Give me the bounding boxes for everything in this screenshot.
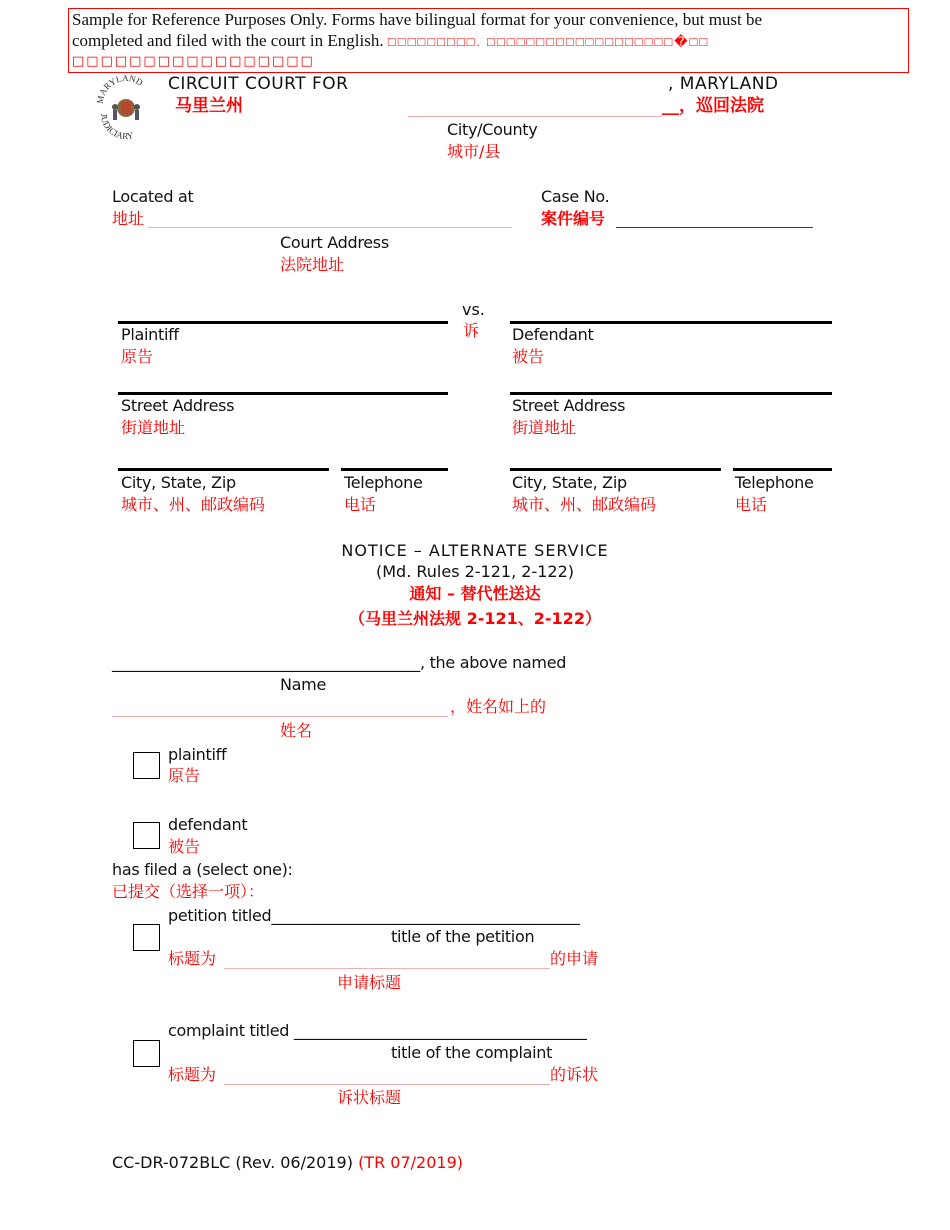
case-no-label: Case No.: [541, 187, 610, 206]
court-address-field[interactable]: [148, 227, 512, 228]
circuit-court-cn: __，巡回法院: [662, 96, 764, 116]
plaintiff-cn: 原告: [121, 347, 154, 366]
petition-cn-prefix: 标题为: [168, 949, 217, 968]
plaintiff-label: Plaintiff: [121, 325, 179, 344]
seal-top-text: MARYLAND: [95, 74, 145, 105]
maryland-label: , MARYLAND: [668, 74, 779, 94]
petition-title-label: title of the petition: [391, 927, 535, 946]
located-at-cn: 地址: [112, 209, 145, 228]
circuit-court-for-cn: 马里兰州: [175, 96, 243, 116]
defendant-city-cn: 城市、州、邮政编码: [512, 495, 657, 514]
name-line-cn: ，姓名如上的: [450, 697, 547, 716]
plaintiff-phone-label: Telephone: [344, 473, 423, 492]
complaint-checkbox[interactable]: [133, 1040, 160, 1067]
petition-title-cn-line: [224, 968, 550, 969]
case-no-field[interactable]: [616, 227, 813, 228]
city-county-field[interactable]: [408, 116, 662, 117]
plaintiff-city-field[interactable]: [118, 468, 329, 471]
vs-cn: 诉: [463, 321, 480, 340]
name-label: Name: [280, 675, 327, 694]
defendant-city-field[interactable]: [510, 468, 721, 471]
plaintiff-city-cn: 城市、州、邮政编码: [121, 495, 266, 514]
form-rules: (Md. Rules 2-121, 2-122): [375, 562, 575, 581]
petition-title-label-cn: 申请标题: [337, 973, 402, 992]
has-filed-label: has filed a (select one):: [112, 860, 293, 879]
defendant-street-cn: 街道地址: [512, 418, 577, 437]
complaint-title-cn-line: [224, 1084, 550, 1085]
defendant-street-field[interactable]: [510, 392, 832, 395]
maryland-judiciary-seal: [95, 74, 157, 142]
notice-garbled-1: □□□□□□□□□. □□□□□□□□□□□□□□□□□□□�□□: [387, 34, 710, 49]
plaintiff-option-cn: 原告: [168, 766, 201, 785]
defendant-phone-cn: 电话: [735, 495, 768, 514]
notice-garbled-2: □□□□□□□□□□□□□□□□□: [72, 54, 315, 69]
complaint-cn-suffix: 的诉状: [550, 1065, 599, 1084]
court-address-cn: 法院地址: [280, 255, 345, 274]
complaint-title-label-cn: 诉状标题: [337, 1088, 402, 1107]
defendant-phone-field[interactable]: [733, 468, 832, 471]
plaintiff-phone-cn: 电话: [344, 495, 377, 514]
case-no-cn: 案件编号: [541, 209, 606, 228]
petition-checkbox[interactable]: [133, 924, 160, 951]
defendant-phone-label: Telephone: [735, 473, 814, 492]
name-label-cn: 姓名: [280, 721, 313, 740]
defendant-option-label: defendant: [168, 815, 248, 834]
notice-line-1: Sample for Reference Purposes Only. Forms have bilingual format for your convenience, but must be: [72, 10, 763, 29]
city-county-label: City/County: [447, 120, 538, 139]
has-filed-cn: 已提交（选择一项）：: [112, 882, 265, 901]
name-field-cn-line: [112, 716, 448, 717]
footer: [112, 1153, 463, 1173]
plaintiff-street-field[interactable]: [118, 392, 448, 395]
form-id: CC-DR-072BLC (Rev. 06/2019): [112, 1153, 353, 1172]
complaint-title-field[interactable]: complaint titled ______________________________________: [168, 1021, 587, 1040]
plaintiff-street-label: Street Address: [121, 396, 235, 415]
defendant-cn: 被告: [512, 347, 545, 366]
translation-revision: (TR 07/2019): [358, 1153, 463, 1172]
plaintiff-phone-field[interactable]: [341, 468, 448, 471]
plaintiff-option-label: plaintiff: [168, 745, 227, 764]
defendant-checkbox[interactable]: [133, 822, 160, 849]
petition-cn-suffix: 的申请: [550, 949, 599, 968]
circuit-court-for-label: CIRCUIT COURT FOR: [168, 74, 349, 94]
form-title-cn: 通知 – 替代性送达: [409, 584, 541, 603]
complaint-cn-prefix: 标题为: [168, 1065, 217, 1084]
defendant-street-label: Street Address: [512, 396, 626, 415]
defendant-label: Defendant: [512, 325, 594, 344]
name-field[interactable]: ________________________________________, the above named: [112, 653, 567, 672]
located-at-label: Located at: [112, 187, 194, 206]
notice-line-2: [72, 31, 709, 52]
notice-line-2-text: completed and filed with the court in English.: [72, 31, 384, 50]
form-title: NOTICE – ALTERNATE SERVICE: [341, 541, 609, 560]
svg-text:MARYLAND: [95, 74, 145, 104]
plaintiff-street-cn: 街道地址: [121, 418, 186, 437]
petition-title-field[interactable]: petition titled________________________________________: [168, 906, 580, 925]
seal-bottom-text: JUDICIARY: [98, 113, 135, 142]
plaintiff-field[interactable]: [118, 321, 448, 324]
vs-label: vs.: [462, 300, 485, 319]
plaintiff-checkbox[interactable]: [133, 752, 160, 779]
form-rules-cn: （马里兰州法规 2-121、2-122）: [349, 609, 601, 628]
defendant-city-label: City, State, Zip: [512, 473, 627, 492]
city-county-cn: 城市/县: [447, 142, 501, 161]
complaint-title-label: title of the complaint: [391, 1043, 553, 1062]
court-address-label: Court Address: [280, 233, 389, 252]
defendant-option-cn: 被告: [168, 837, 201, 856]
defendant-field[interactable]: [510, 321, 832, 324]
plaintiff-city-label: City, State, Zip: [121, 473, 236, 492]
